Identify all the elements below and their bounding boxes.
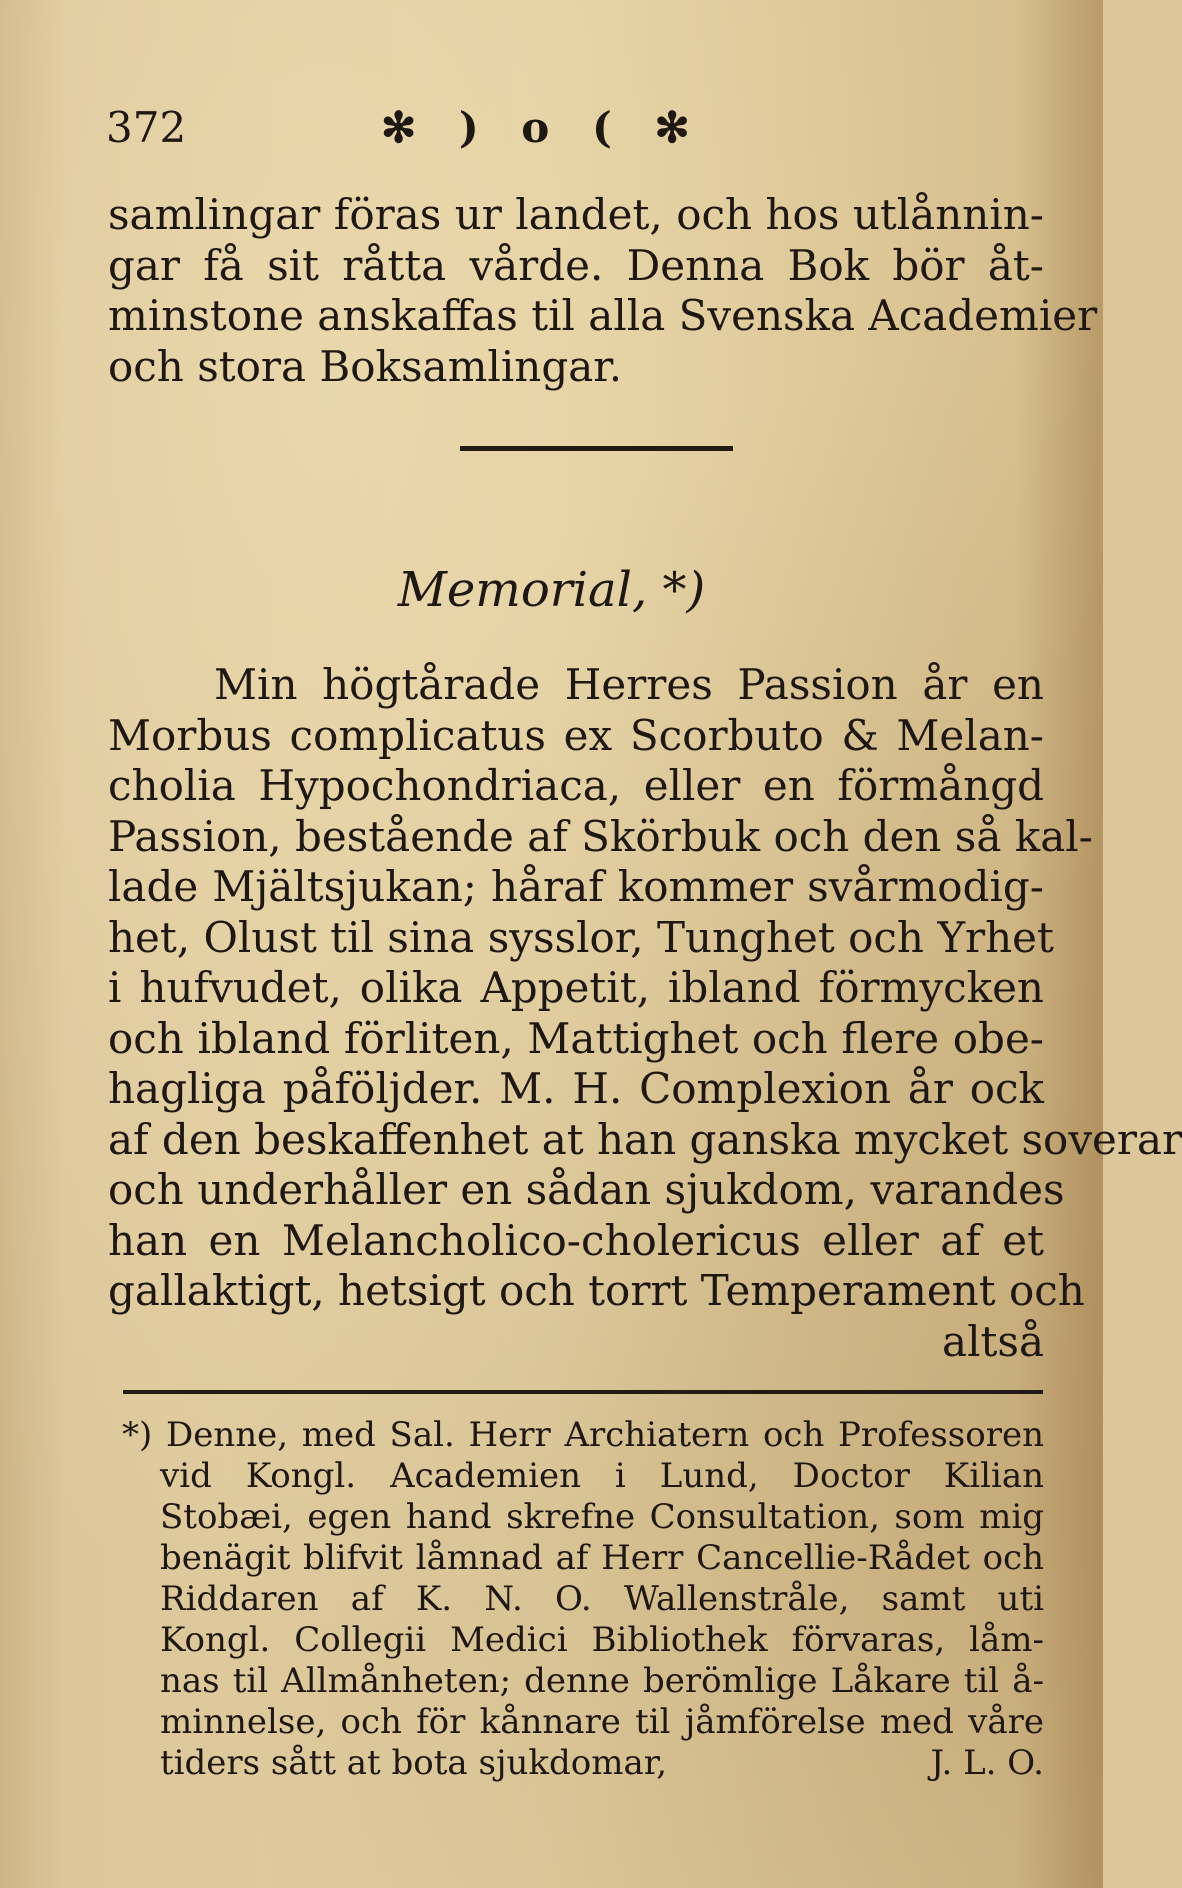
section-title: Memorial, *) <box>397 562 706 618</box>
running-head-ornament: ✻ ) o ( ✻ <box>381 103 704 152</box>
text-line: samlingar föras ur landet, och hos utlånnin- <box>108 190 1044 239</box>
author-signature: J. L. O. <box>930 1743 1044 1783</box>
footnote-line: Kongl. Collegii Medici Bibliothek förvaras, låm- <box>160 1620 1044 1660</box>
text-line: het, Olust til sina sysslor, Tunghet och Yrhet <box>108 912 1054 962</box>
text-line: gallaktigt, hetsigt och torrt Temperament och <box>108 1266 1085 1315</box>
memorial-body <box>108 660 1182 1367</box>
text-line: Passion, bestående af Skörbuk och den så kal- <box>108 811 1093 861</box>
text-line: Morbus complicatus ex Scorbuto & Melan- <box>108 710 1044 760</box>
text-line: och stora Boksamlingar. <box>108 341 623 391</box>
footnote <box>122 1415 1044 1784</box>
footnote-line: nas til Allmånheten; denne berömlige Låkare til å- <box>160 1661 1044 1701</box>
footnote-line: tiders sått at bota sjukdomar, <box>160 1743 668 1783</box>
section-divider <box>460 446 733 451</box>
footnote-line: *) Denne, med Sal. Herr Archiatern och Professoren <box>122 1415 1044 1455</box>
footnote-line: benägit blifvit låmnad af Herr Cancellie-Rådet och <box>160 1538 1044 1578</box>
text-line: han en Melancholico-cholericus eller af et <box>108 1215 1044 1265</box>
text-line: minstone anskaffas til alla Svenska Academier <box>108 291 1098 340</box>
text-line: af den beskaffenhet at han ganska mycket soverar <box>108 1114 1182 1164</box>
footnote-line: Riddaren af K. N. O. Wallenstråle, samt uti <box>160 1579 1044 1619</box>
text-line: Min högtårade Herres Passion år en <box>214 660 1044 709</box>
page-number: 372 <box>106 103 187 152</box>
footnote-line: vid Kongl. Academien i Lund, Doctor Kilian <box>160 1456 1044 1496</box>
text-line: och ibland förliten, Mattighet och flere obe- <box>108 1013 1044 1063</box>
page-header <box>106 98 756 158</box>
text-line: gar få sit råtta vårde. Denna Bok bör åt- <box>108 240 1044 290</box>
text-line: lade Mjältsjukan; håraf kommer svårmodig- <box>108 862 1044 911</box>
footnote-line: minnelse, och för kånnare til jåmförelse med våre <box>160 1702 1044 1742</box>
text-line: och underhåller en sådan sjukdom, varandes <box>108 1165 1065 1214</box>
text-line: i hufvudet, olika Appetit, ibland förmycken <box>108 963 1044 1012</box>
text-line: hagliga påföljder. M. H. Complexion år ock <box>108 1064 1044 1113</box>
footnote-line: Stobæi, egen hand skrefne Consultation, som mig <box>160 1497 1044 1537</box>
text-line: cholia Hypochondriaca, eller en förmångd <box>108 761 1044 810</box>
catchword: altså <box>942 1316 1044 1366</box>
footnote-last-line <box>122 1743 1044 1784</box>
continued-paragraph <box>108 190 1098 392</box>
footnote-divider <box>123 1390 1043 1394</box>
